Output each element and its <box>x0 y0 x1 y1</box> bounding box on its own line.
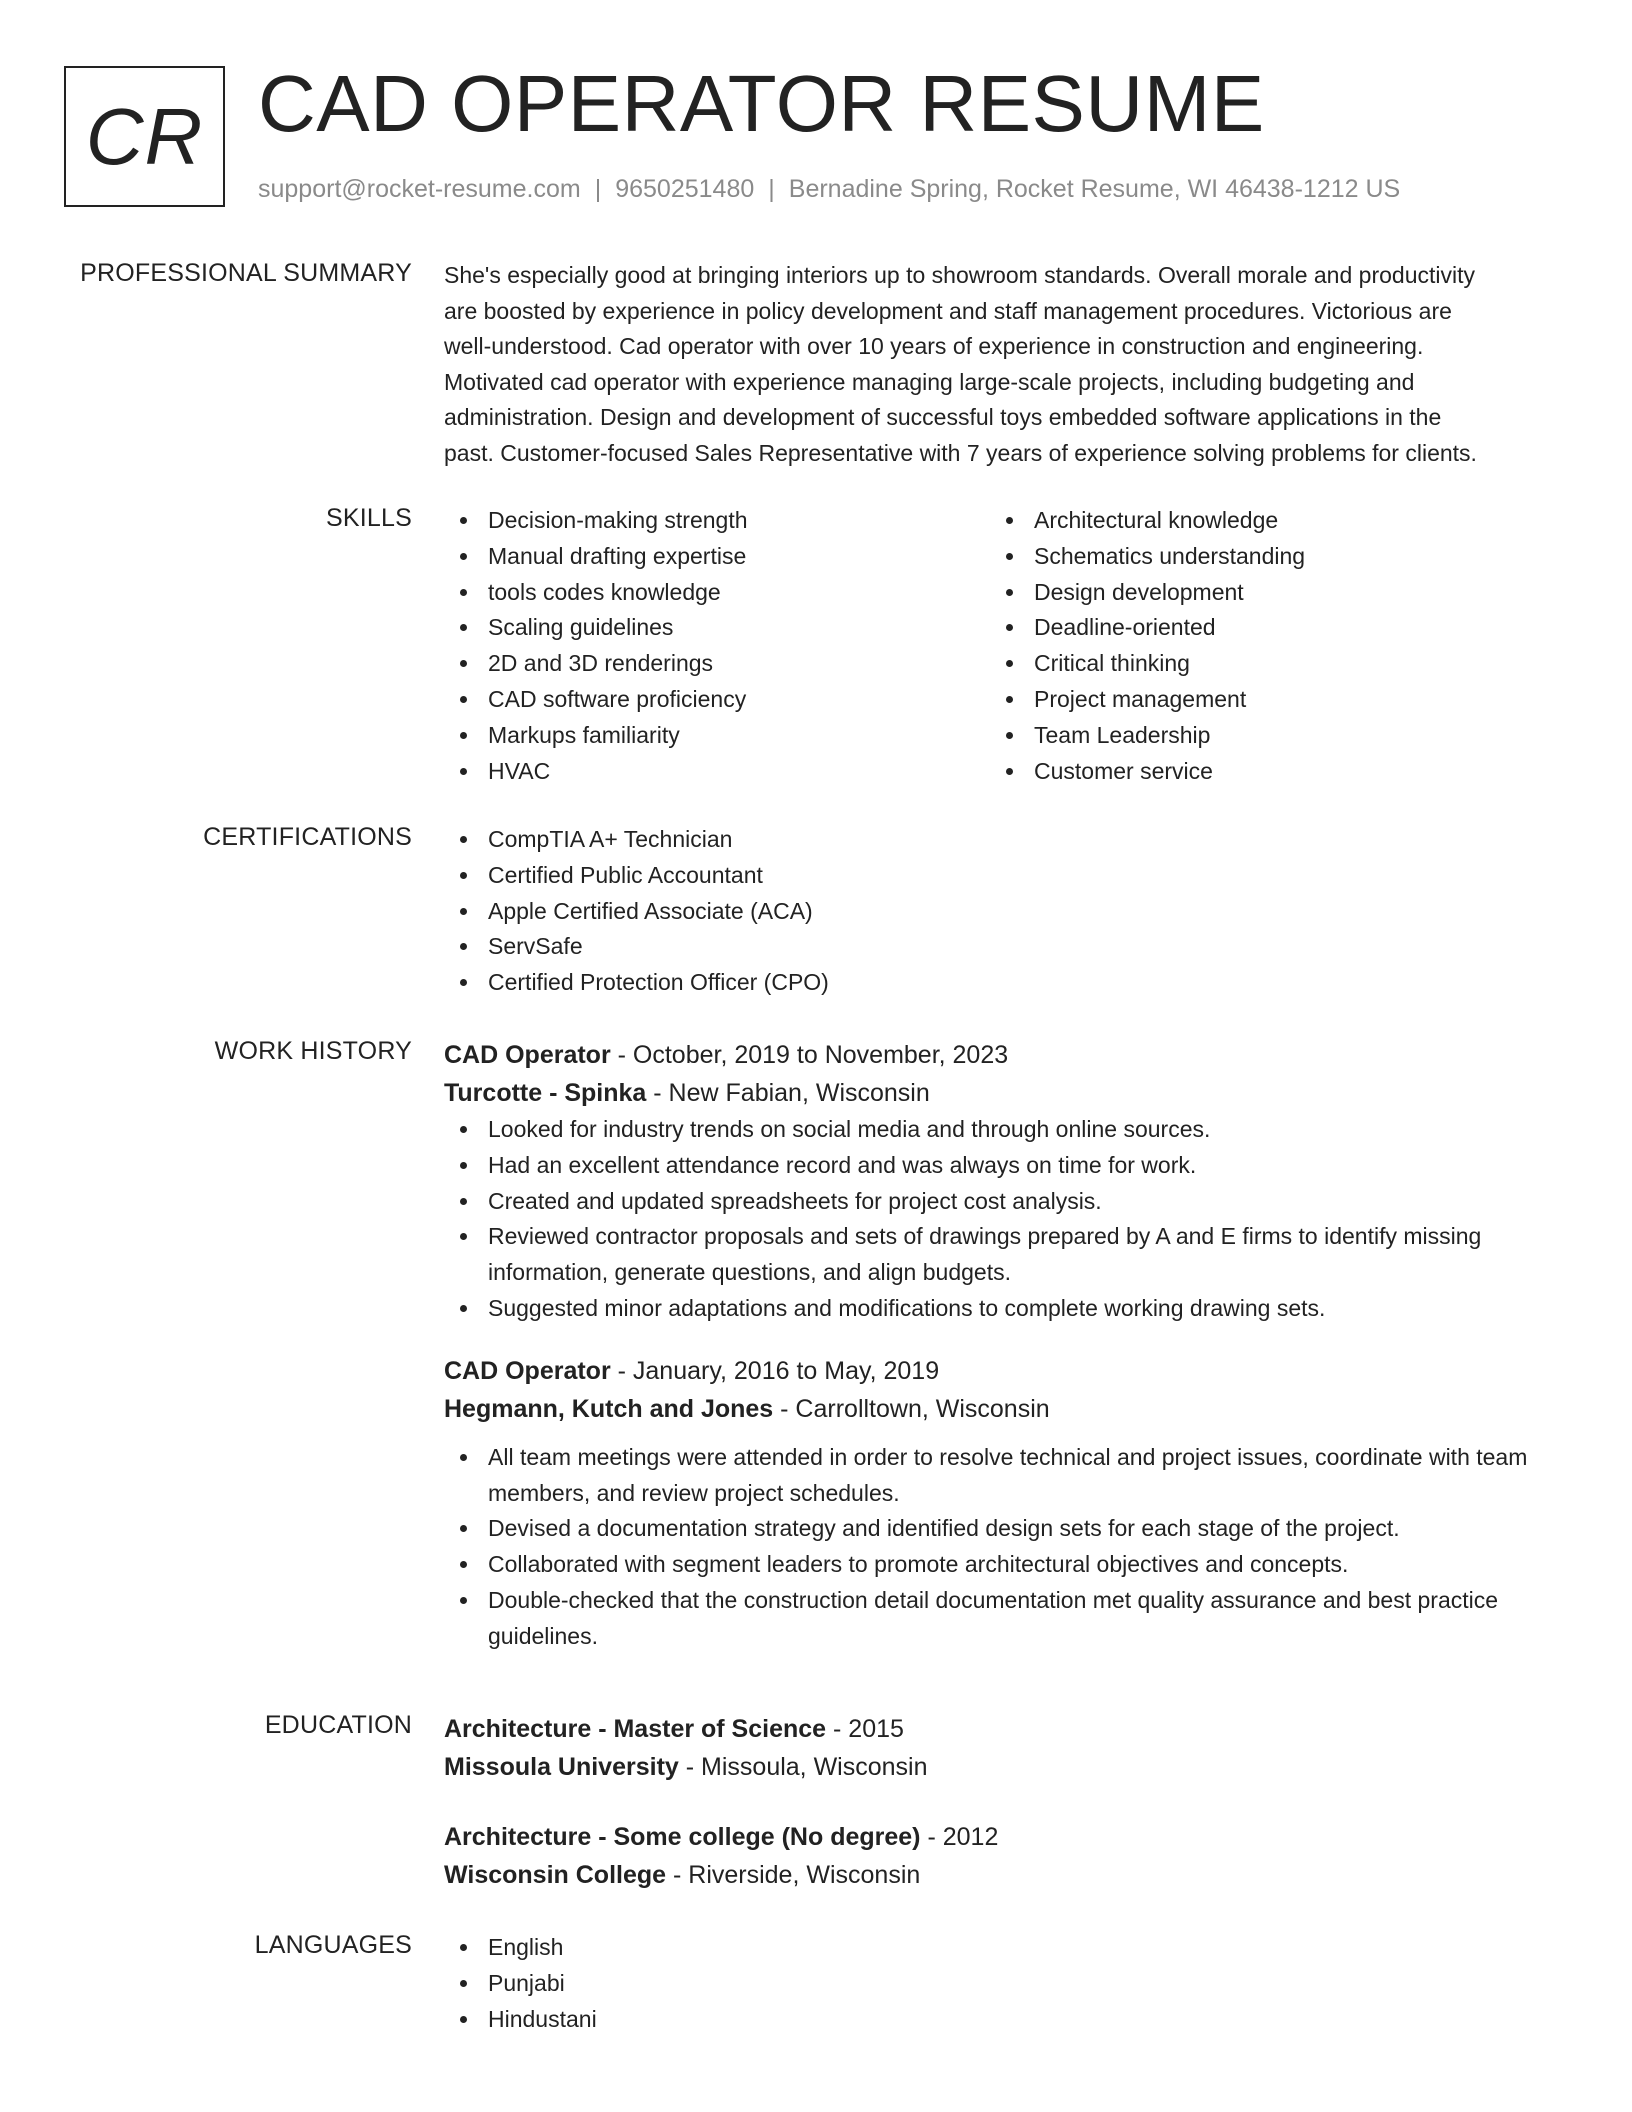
summary-body <box>444 258 1564 472</box>
skills-list-left <box>444 503 984 789</box>
bullet-dot-icon <box>460 624 467 631</box>
skills-list-right <box>990 503 1530 789</box>
bullet-dot-icon <box>1006 517 1013 524</box>
skill-item: tools codes knowledge <box>444 575 984 611</box>
job-location: - Carrolltown, Wisconsin <box>773 1394 1050 1423</box>
skill-item: Customer service <box>990 754 1530 790</box>
contact-separator: | <box>768 175 775 203</box>
bullet-dot-icon <box>460 1944 467 1951</box>
contact-email[interactable]: support@rocket-resume.com <box>258 175 581 203</box>
certification-item: CompTIA A+ Technician <box>444 822 1564 858</box>
bullet-dot-icon <box>460 943 467 950</box>
resume-title: CAD OPERATOR RESUME <box>258 59 1265 148</box>
section-label-skills: SKILLS <box>326 504 412 532</box>
language-item: English <box>444 1930 1564 1966</box>
language-item: Punjabi <box>444 1966 1564 2002</box>
bullet-dot-icon <box>460 836 467 843</box>
monogram-logo: CR <box>64 66 225 207</box>
skill-item: Critical thinking <box>990 646 1530 682</box>
job-dates: - October, 2019 to November, 2023 <box>610 1041 1009 1069</box>
bullet-dot-icon <box>1006 589 1013 596</box>
summary-line: administration. Design and development of successful toys embedded software applications in the <box>444 404 1442 431</box>
job-title-line <box>444 1352 1564 1390</box>
bullet-dot-icon <box>460 1454 467 1461</box>
bullet-dot-icon <box>1006 660 1013 667</box>
education-entry <box>444 1818 1564 1894</box>
bullet-dot-icon <box>460 589 467 596</box>
job-company: Hegmann, Kutch and Jones <box>444 1394 774 1423</box>
job-company-line <box>444 1390 1564 1428</box>
languages-list <box>444 1930 1564 2037</box>
skill-item: 2D and 3D renderings <box>444 646 984 682</box>
skill-item: Scaling guidelines <box>444 610 984 646</box>
skill-item: Deadline-oriented <box>990 610 1530 646</box>
contact-phone[interactable]: 9650251480 <box>615 175 755 203</box>
certification-item: Apple Certified Associate (ACA) <box>444 894 1564 930</box>
bullet-dot-icon <box>1006 553 1013 560</box>
skill-item: Design development <box>990 575 1530 611</box>
job-company: Turcotte - Spinka <box>444 1079 647 1107</box>
skill-item: Schematics understanding <box>990 539 1530 575</box>
bullet-dot-icon <box>460 1980 467 1987</box>
contact-address: Bernadine Spring, Rocket Resume, WI 46438-1212 US <box>788 175 1401 203</box>
summary-line: past. Customer-focused Sales Representative with 7 years of experience solving problems for clients. <box>444 439 1477 466</box>
education-entry <box>444 1710 1564 1786</box>
bullet-dot-icon <box>460 660 467 667</box>
contact-line <box>258 174 1400 204</box>
bullet-dot-icon <box>460 1597 467 1604</box>
job-bullet: All team meetings were attended in order to resolve technical and project issues, coordinate with team members, and review project schedules. <box>444 1440 1564 1512</box>
work-history-body <box>444 1036 1564 1655</box>
education-location: - Missoula, Wisconsin <box>678 1753 928 1781</box>
bullet-dot-icon <box>1006 696 1013 703</box>
bullet-dot-icon <box>460 908 467 915</box>
bullet-dot-icon <box>1006 732 1013 739</box>
education-year: - 2015 <box>826 1715 904 1743</box>
bullet-dot-icon <box>460 979 467 986</box>
bullet-dot-icon <box>460 872 467 879</box>
certifications-body <box>444 822 1564 1001</box>
job-bullet: Looked for industry trends on social media and through online sources. <box>444 1112 1564 1148</box>
job-entry <box>444 1352 1564 1655</box>
summary-line: She's especially good at bringing interiors up to showroom standards. Overall morale and productivity <box>444 262 1475 288</box>
education-degree-line <box>444 1818 1564 1856</box>
certification-item: ServSafe <box>444 929 1564 965</box>
bullet-dot-icon <box>1006 768 1013 775</box>
summary-line: well-understood. Cad operator with over 10 years of experience in construction and engineering. <box>444 333 1424 360</box>
job-title: CAD Operator <box>444 1041 611 1069</box>
bullet-dot-icon <box>460 1233 467 1240</box>
summary-line: Motivated cad operator with experience managing large-scale projects, including budgeting and <box>444 368 1415 395</box>
job-bullet: Collaborated with segment leaders to promote architectural objectives and concepts. <box>444 1547 1564 1583</box>
job-location: - New Fabian, Wisconsin <box>646 1079 930 1107</box>
skill-item: Manual drafting expertise <box>444 539 984 575</box>
certifications-list <box>444 822 1564 1001</box>
education-body <box>444 1710 1564 1894</box>
education-school: Missoula University <box>444 1753 679 1781</box>
job-bullet: Suggested minor adaptations and modifications to complete working drawing sets. <box>444 1291 1564 1327</box>
job-title-line <box>444 1036 1564 1074</box>
skill-item: Project management <box>990 682 1530 718</box>
skill-item: Decision-making strength <box>444 503 984 539</box>
job-bullet: Double-checked that the construction detail documentation met quality assurance and best practice guidelines. <box>444 1583 1564 1655</box>
languages-body <box>444 1930 1564 2037</box>
section-label-summary: PROFESSIONAL SUMMARY <box>80 259 412 287</box>
certification-item: Certified Protection Officer (CPO) <box>444 965 1564 1001</box>
bullet-dot-icon <box>460 1525 467 1532</box>
section-label-work-history: WORK HISTORY <box>214 1037 412 1065</box>
skill-item: Markups familiarity <box>444 718 984 754</box>
bullet-dot-icon <box>1006 624 1013 631</box>
language-item: Hindustani <box>444 2002 1564 2038</box>
bullet-dot-icon <box>460 553 467 560</box>
skill-item: CAD software proficiency <box>444 682 984 718</box>
skill-item: HVAC <box>444 754 984 790</box>
job-bullet: Devised a documentation strategy and identified design sets for each stage of the project. <box>444 1511 1564 1547</box>
bullet-dot-icon <box>460 1126 467 1133</box>
education-school: Wisconsin College <box>444 1861 667 1889</box>
job-entry <box>444 1036 1564 1327</box>
job-dates: - January, 2016 to May, 2019 <box>610 1356 940 1385</box>
education-year: - 2012 <box>920 1823 999 1851</box>
bullet-dot-icon <box>460 1162 467 1169</box>
education-school-line <box>444 1856 1564 1894</box>
section-label-certifications: CERTIFICATIONS <box>203 823 412 851</box>
bullet-dot-icon <box>460 696 467 703</box>
job-bullet: Reviewed contractor proposals and sets of drawings prepared by A and E firms to identify missing information, generate questions, and align budgets. <box>444 1219 1564 1291</box>
bullet-dot-icon <box>460 1561 467 1568</box>
bullet-dot-icon <box>460 732 467 739</box>
job-company-line <box>444 1074 1564 1112</box>
job-bullet: Created and updated spreadsheets for project cost analysis. <box>444 1184 1564 1220</box>
education-degree-line <box>444 1710 1564 1748</box>
job-bullet: Had an excellent attendance record and was always on time for work. <box>444 1148 1564 1184</box>
section-label-education: EDUCATION <box>264 1711 412 1739</box>
bullet-dot-icon <box>460 1305 467 1312</box>
job-bullets <box>444 1440 1564 1655</box>
education-location: - Riverside, Wisconsin <box>666 1861 921 1889</box>
bullet-dot-icon <box>460 2016 467 2023</box>
contact-separator: | <box>594 175 602 203</box>
education-degree: Architecture - Master of Science <box>444 1715 827 1743</box>
job-title: CAD Operator <box>444 1356 611 1385</box>
bullet-dot-icon <box>460 768 467 775</box>
skill-item: Team Leadership <box>990 718 1530 754</box>
summary-text <box>444 258 1564 472</box>
bullet-dot-icon <box>460 1198 467 1205</box>
job-bullets <box>444 1112 1564 1327</box>
certification-item: Certified Public Accountant <box>444 858 1564 894</box>
section-label-languages: LANGUAGES <box>254 1931 412 1959</box>
education-degree: Architecture - Some college (No degree) <box>444 1823 921 1851</box>
education-school-line <box>444 1748 1564 1786</box>
summary-line: are boosted by experience in policy development and staff management procedures. Victorious are <box>444 297 1452 324</box>
bullet-dot-icon <box>460 517 467 524</box>
skill-item: Architectural knowledge <box>990 503 1530 539</box>
